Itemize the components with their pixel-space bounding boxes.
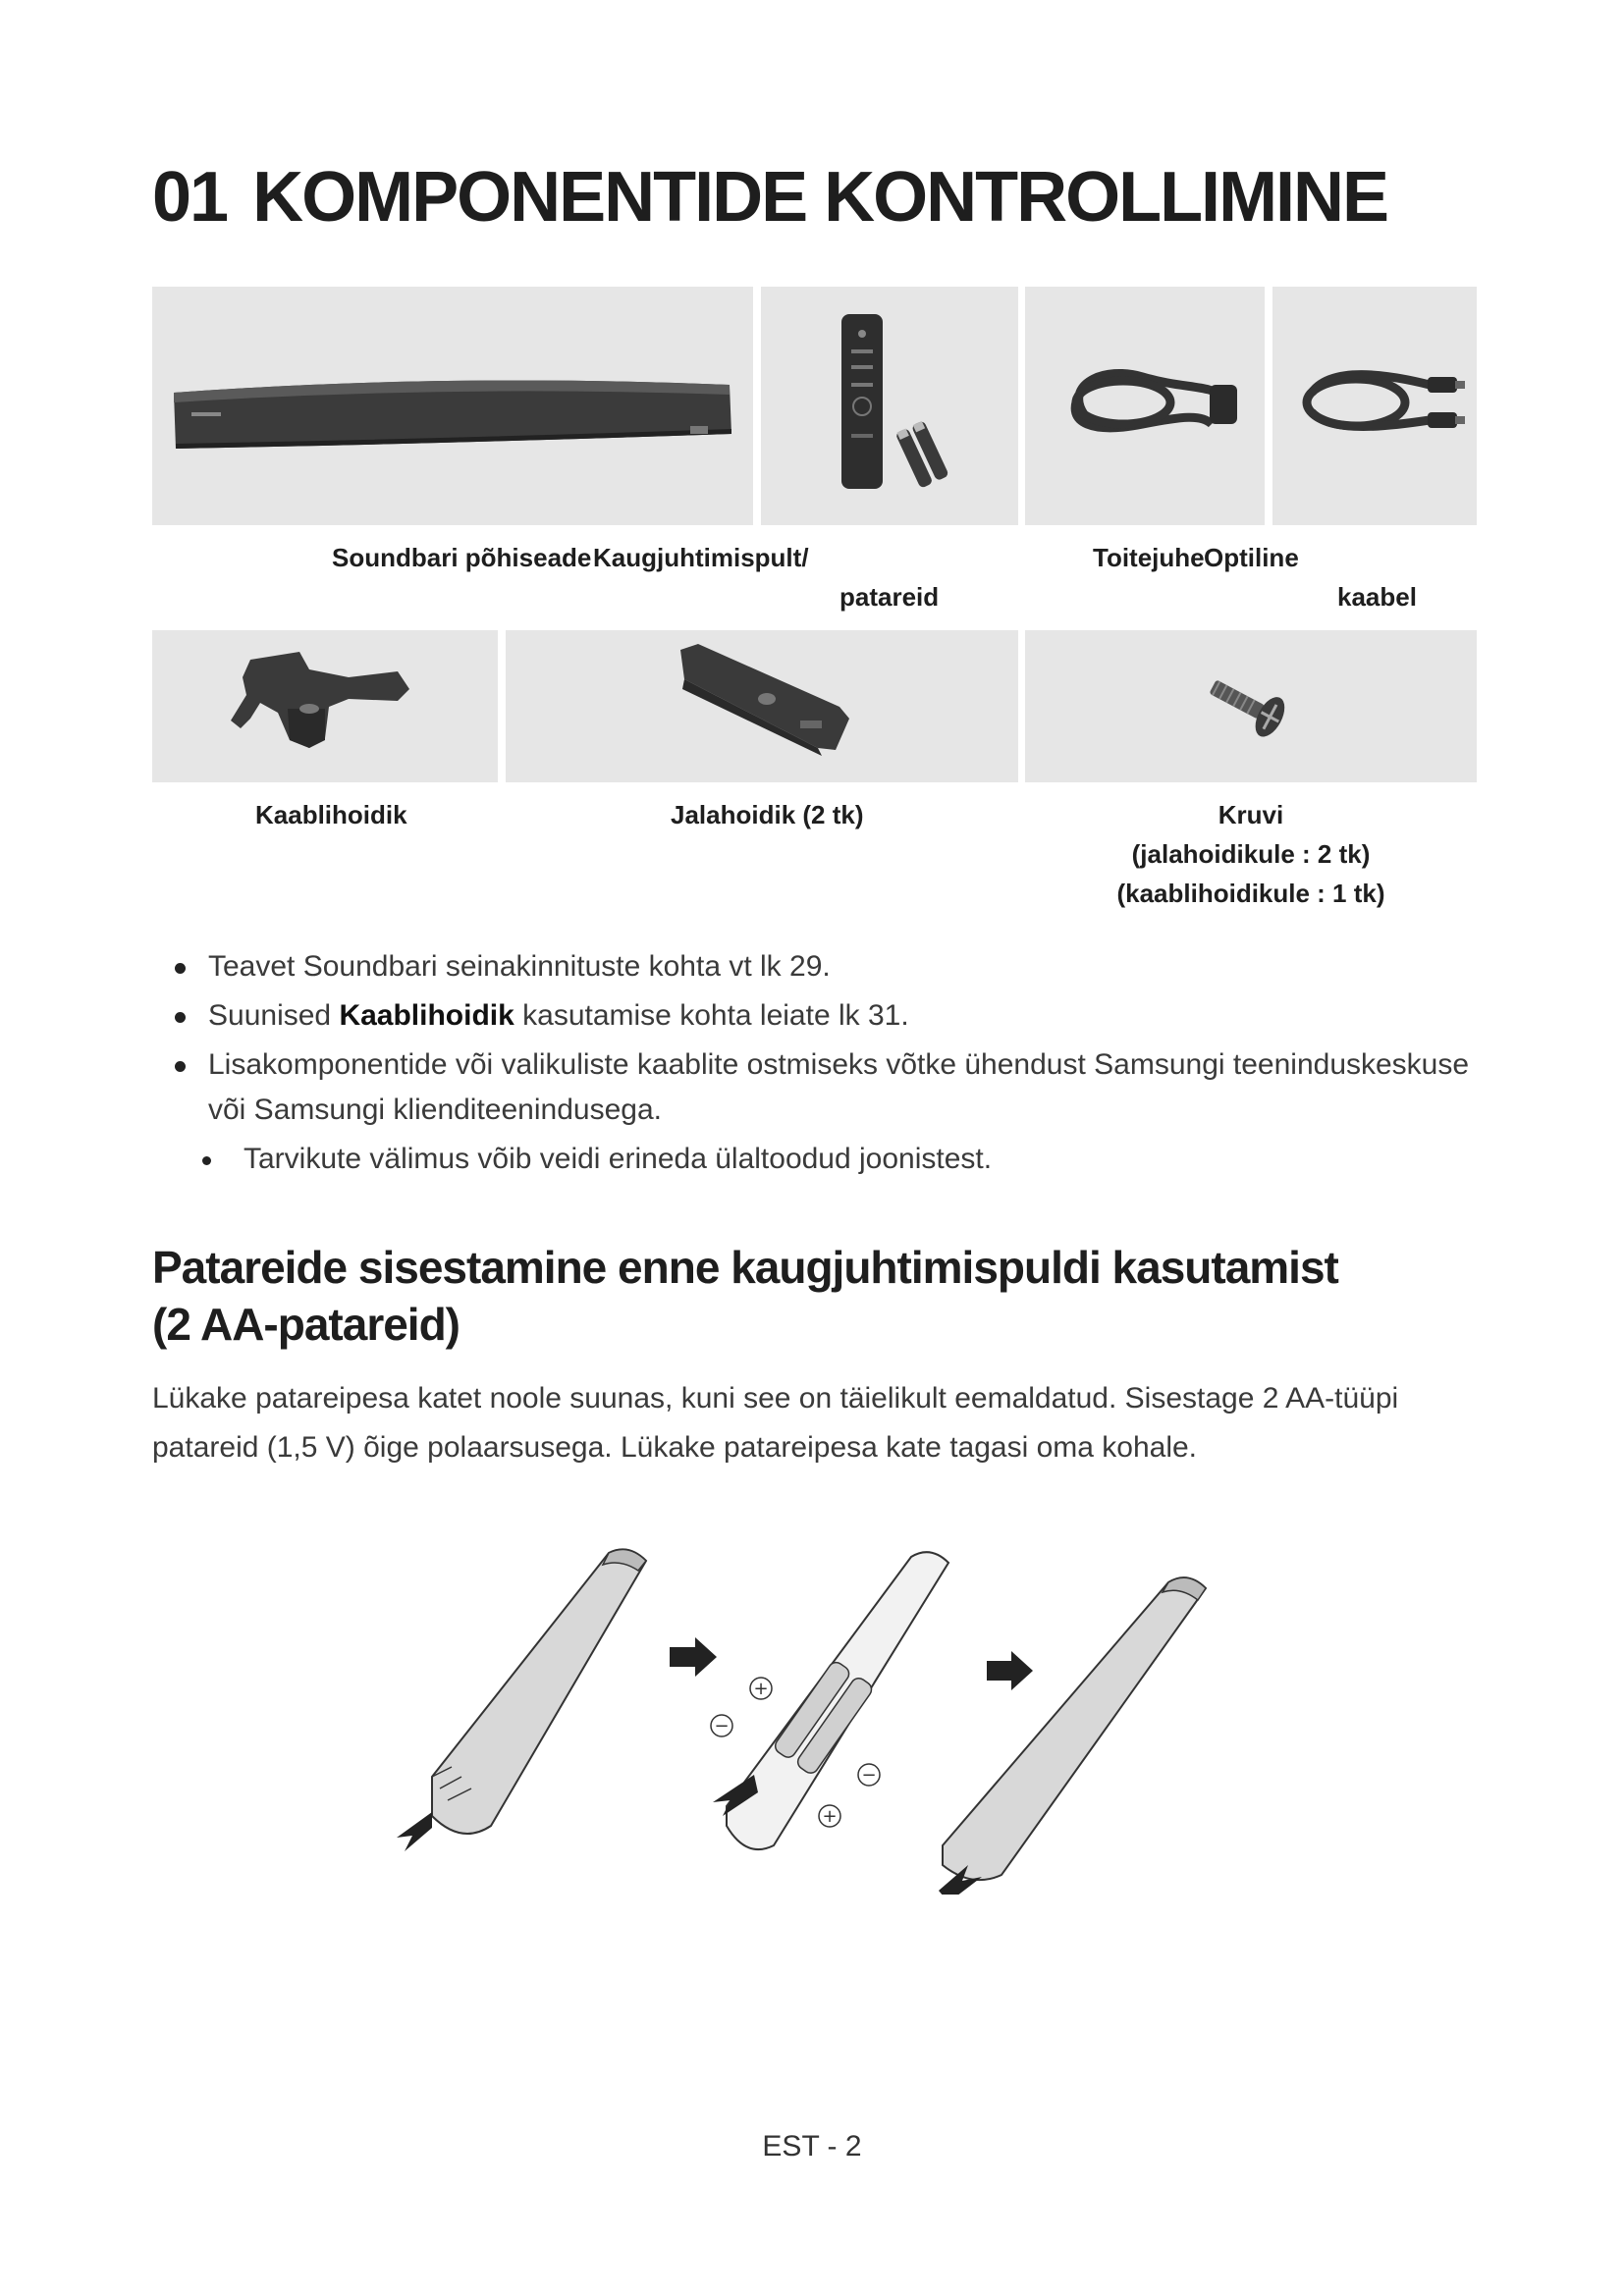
- cable-holder-illustration: [152, 630, 498, 782]
- minus-sign-2: −: [861, 1765, 877, 1786]
- screw-image-box: [1025, 630, 1477, 782]
- caption-remote-line2: patareid: [839, 582, 940, 612]
- caption-optical-line2: kaabel: [1337, 582, 1417, 612]
- stand-holder-illustration: [506, 630, 1018, 782]
- soundbar-illustration: [152, 287, 753, 525]
- remote-control-illustration: [761, 287, 1018, 525]
- caption-screw-line2: (jalahoidikule : 2 tk): [1131, 839, 1371, 869]
- battery-insertion-illustration: [393, 1531, 1257, 1895]
- note-cable-holder-pre: Suunised: [208, 999, 340, 1032]
- optical-cable-image-box: [1272, 287, 1477, 525]
- notes-list: [169, 944, 1475, 1186]
- remote-open-step2: [711, 1552, 948, 1849]
- caption-optical-line1: Optiline: [1204, 543, 1299, 572]
- page-number: EST - 2: [762, 2130, 862, 2163]
- section-heading-line1: Patareide sisestamine enne kaugjuhtimispuldi kasutamist: [152, 1242, 1338, 1293]
- section-number: 01: [152, 158, 228, 237]
- caption-soundbar: Soundbari põhiseade: [332, 543, 592, 572]
- arrow-down-left-icon: [397, 1812, 432, 1851]
- stand-holder-image-box: [506, 630, 1018, 782]
- remote-closed-step1: [397, 1549, 646, 1851]
- instruction-paragraph: Lükake patareipesa katet noole suunas, kuni see on täielikult eemaldatud. Sisestage 2 AA-tüüpi patareid (1,5 V) õige polaarsusega. Lükake patareipesa kate tagasi oma kohale.: [152, 1382, 1399, 1464]
- caption-screw-line3: (kaablihoidikule : 1 tk): [1116, 879, 1385, 908]
- cable-holder-image-box: [152, 630, 498, 782]
- arrow-right-icon: [670, 1637, 717, 1677]
- caption-remote-line1: Kaugjuhtimispult/: [593, 543, 809, 572]
- note-cable-holder: [169, 993, 1475, 1039]
- soundbar-image-box: [152, 287, 753, 525]
- page-title: [152, 157, 1387, 238]
- plus-sign-1: +: [753, 1679, 769, 1699]
- note-cable-holder-bold: Kaablihoidik: [339, 999, 514, 1032]
- minus-sign-1: −: [714, 1716, 730, 1736]
- note-wall-mount: Teavet Soundbari seinakinnituste kohta vt lk 29.: [169, 944, 1475, 989]
- power-cord-image-box: [1025, 287, 1265, 525]
- section-heading: [152, 1239, 1478, 1353]
- caption-screw-line1: Kruvi: [1218, 800, 1284, 829]
- note-purchase: Lisakomponentide või valikuliste kaablite ostmiseks võtke ühendust Samsungi teeninduskeskuse või Samsungi klienditeenindusega.: [169, 1042, 1475, 1133]
- remote-closed-step3: [939, 1577, 1206, 1895]
- optical-cable-illustration: [1272, 287, 1477, 525]
- power-cord-illustration: [1025, 287, 1265, 525]
- note-appearance: Tarvikute välimus võib veidi erineda ülaltoodud joonistest.: [169, 1137, 1475, 1182]
- section-title-text: KOMPONENTIDE KONTROLLIMINE: [252, 158, 1388, 237]
- caption-stand-holder: Jalahoidik (2 tk): [671, 800, 864, 829]
- plus-sign-2: +: [822, 1806, 838, 1827]
- section-heading-line2: (2 AA-patareid): [152, 1299, 460, 1350]
- arrow-right-icon: [987, 1651, 1033, 1690]
- screw-illustration: [1025, 630, 1477, 782]
- caption-cable-holder: Kaablihoidik: [255, 800, 407, 829]
- caption-power-cord: Toitejuhe: [1093, 543, 1205, 572]
- note-cable-holder-post: kasutamise kohta leiate lk 31.: [514, 999, 909, 1032]
- remote-image-box: [761, 287, 1018, 525]
